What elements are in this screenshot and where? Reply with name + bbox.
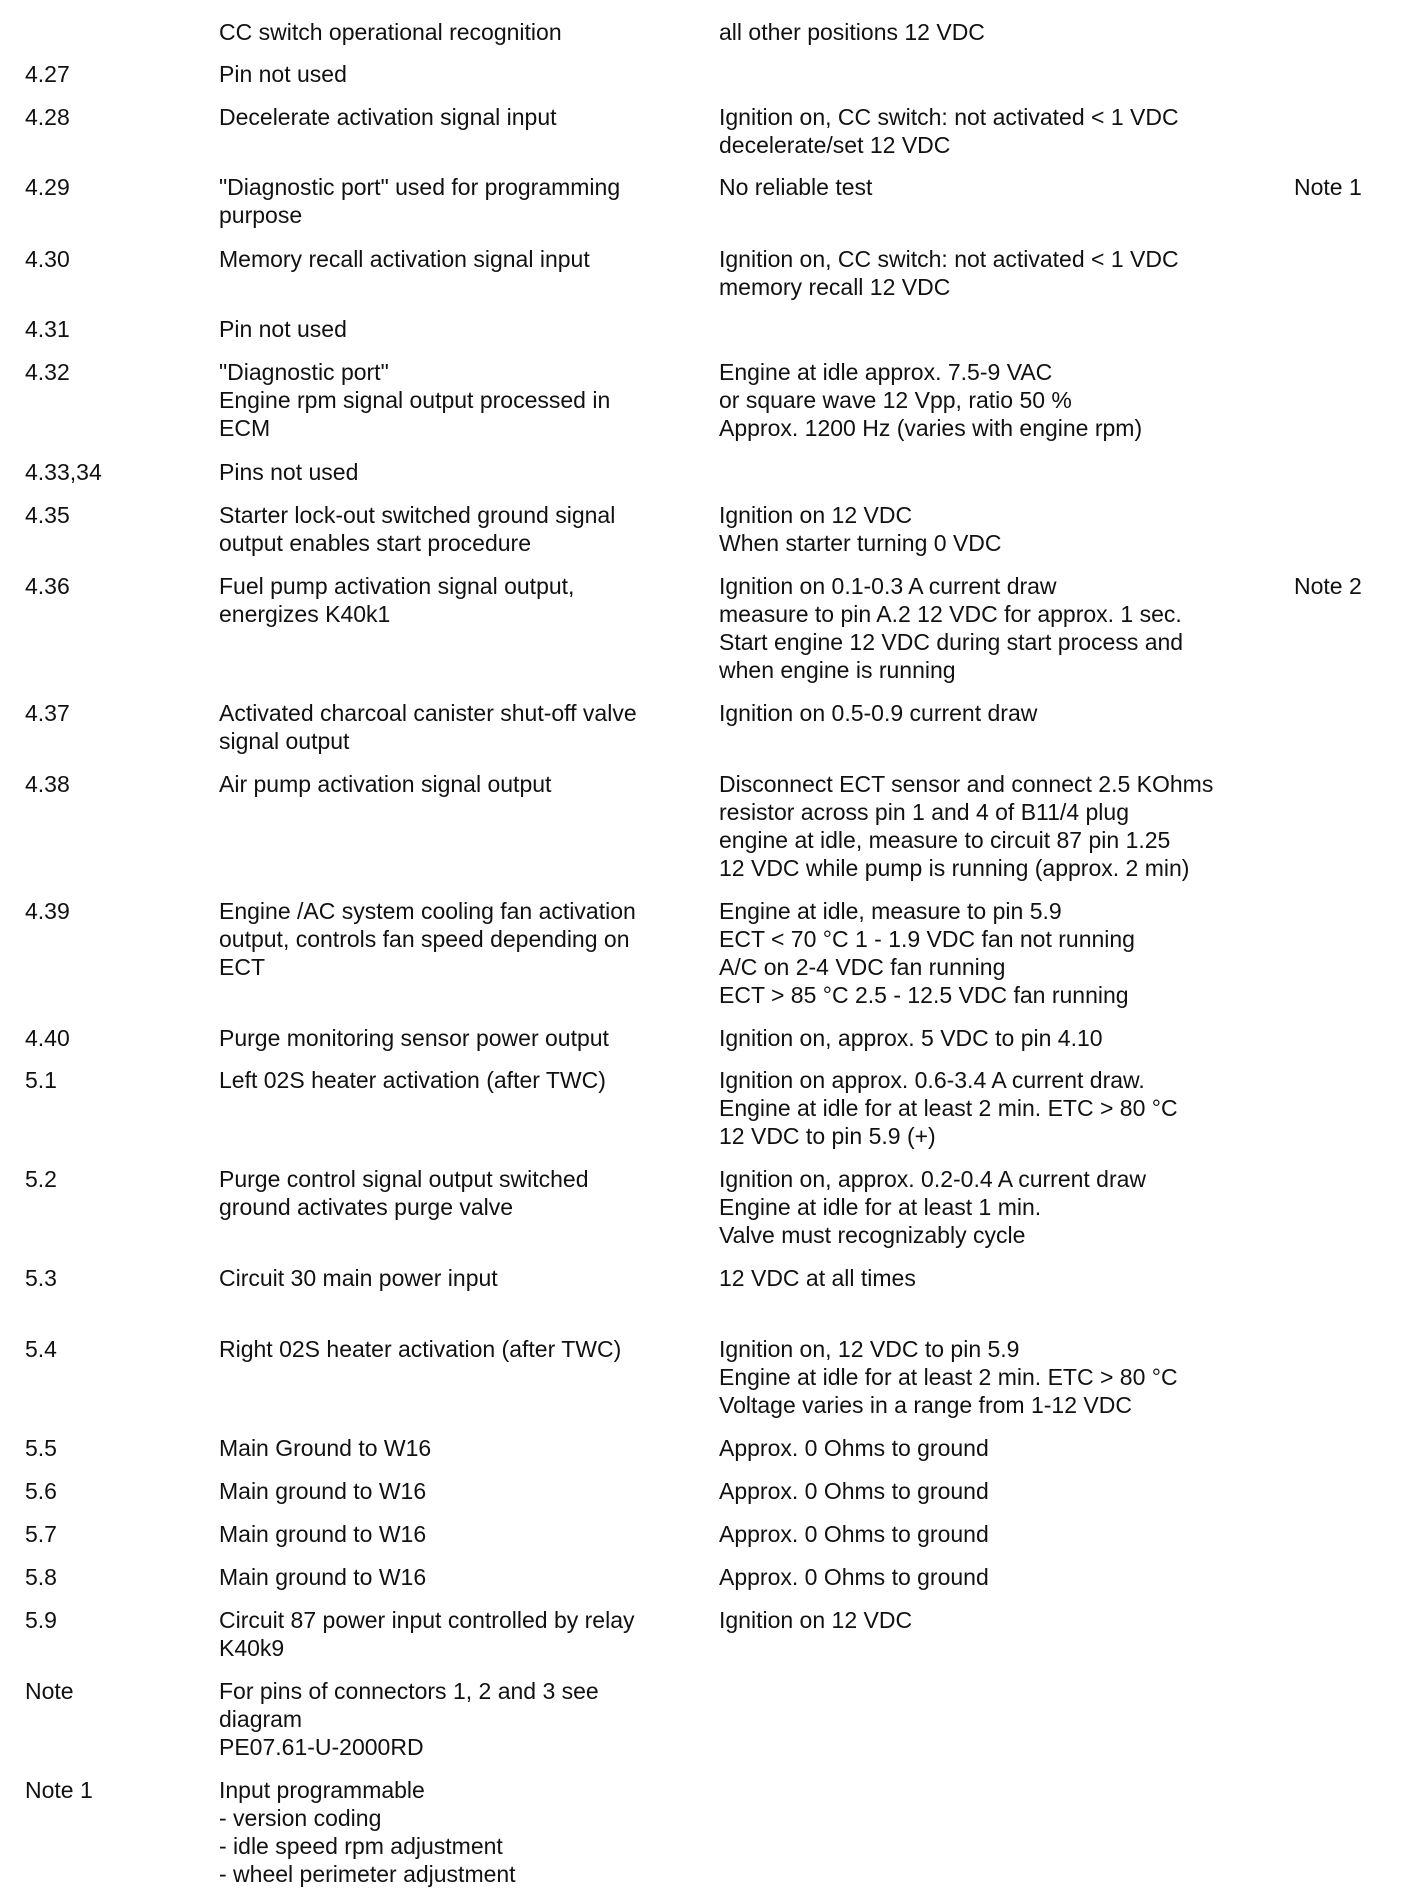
pin-number: 4.29 xyxy=(25,174,70,200)
pin-number: 4.27 xyxy=(25,61,70,87)
table-row xyxy=(25,1776,1395,1891)
table-row xyxy=(25,1520,1395,1563)
test-condition: 12 VDC at all times xyxy=(719,1265,916,1291)
pin-description: Fuel pump activation signal output, energizes K40k1 xyxy=(219,573,575,627)
test-condition: Ignition on, 12 VDC to pin 5.9 Engine at idle for at least 2 min. ETC > 80 °C Voltage varies in a range from 1-12 VDC xyxy=(719,1336,1178,1418)
table-row xyxy=(25,315,1395,358)
note-reference: Note 1 xyxy=(1294,174,1362,200)
table-row xyxy=(25,1434,1395,1477)
test-condition: Approx. 0 Ohms to ground xyxy=(719,1521,989,1547)
pin-description: Main ground to W16 xyxy=(219,1521,427,1547)
table-row xyxy=(25,18,1395,60)
pin-number: 4.31 xyxy=(25,316,70,342)
pin-description: Circuit 87 power input controlled by relay K40k9 xyxy=(219,1607,635,1661)
pin-number: 4.32 xyxy=(25,359,70,385)
pin-number: 5.2 xyxy=(25,1166,57,1192)
pin-description: Pin not used xyxy=(219,61,347,87)
pin-description: Purge control signal output switched ground activates purge valve xyxy=(219,1166,589,1220)
test-condition: Ignition on, approx. 0.2-0.4 A current draw Engine at idle for at least 1 min. Valve must recognizably cycle xyxy=(719,1166,1147,1248)
test-condition: Ignition on, CC switch: not activated < 1 VDC memory recall 12 VDC xyxy=(719,246,1179,300)
pin-description: Memory recall activation signal input xyxy=(219,246,590,272)
pin-number: 5.6 xyxy=(25,1478,57,1504)
test-condition: Engine at idle, measure to pin 5.9 ECT < 70 °C 1 - 1.9 VDC fan not running A/C on 2-4 VDC fan running ECT > 85 °C 2.5 - 12.5 VDC fan running xyxy=(719,898,1135,1008)
pin-description: Pin not used xyxy=(219,316,347,342)
pin-number: 4.40 xyxy=(25,1025,70,1051)
pin-number: 5.8 xyxy=(25,1564,57,1590)
test-condition: Ignition on approx. 0.6-3.4 A current draw. Engine at idle for at least 2 min. ETC > 80 °C 12 VDC to pin 5.9 (+) xyxy=(719,1067,1178,1149)
table-row xyxy=(25,103,1395,173)
table-row xyxy=(25,699,1395,770)
pin-description: Input programmable - version coding - idle speed rpm adjustment - wheel perimeter adjustment xyxy=(219,1777,516,1887)
pin-description: Air pump activation signal output xyxy=(219,771,552,797)
pin-number: 5.1 xyxy=(25,1067,57,1093)
table-row xyxy=(25,501,1395,572)
pin-number: 5.3 xyxy=(25,1265,57,1291)
table-row xyxy=(25,245,1395,315)
test-condition: Ignition on 0.5-0.9 current draw xyxy=(719,700,1038,726)
table-row xyxy=(25,1477,1395,1520)
pin-number: 4.36 xyxy=(25,573,70,599)
pin-description: "Diagnostic port" used for programming purpose xyxy=(219,174,621,228)
table-row xyxy=(25,1335,1395,1434)
pin-description: Activated charcoal canister shut-off valve signal output xyxy=(219,700,637,754)
table-row xyxy=(25,1165,1395,1264)
pin-description: Main ground to W16 xyxy=(219,1478,427,1504)
pin-number: 5.7 xyxy=(25,1521,57,1547)
table-row xyxy=(25,1024,1395,1066)
test-condition: Ignition on, CC switch: not activated < 1 VDC decelerate/set 12 VDC xyxy=(719,104,1179,158)
pin-description: CC switch operational recognition xyxy=(219,19,562,45)
table-row xyxy=(25,1606,1395,1677)
test-condition: Disconnect ECT sensor and connect 2.5 KOhms resistor across pin 1 and 4 of B11/4 plug engine at idle, measure to circuit 87 pin 1.25 12 VDC while pump is running (approx. 2 min) xyxy=(719,771,1214,881)
test-condition: all other positions 12 VDC xyxy=(719,19,985,45)
test-condition: Ignition on 0.1-0.3 A current draw measure to pin A.2 12 VDC for approx. 1 sec. Start engine 12 VDC during start process and when engine is running xyxy=(719,573,1184,683)
test-condition: Engine at idle approx. 7.5-9 VAC or square wave 12 Vpp, ratio 50 % Approx. 1200 Hz (varies with engine rpm) xyxy=(719,359,1143,441)
table-row xyxy=(25,458,1395,501)
pin-number: 4.30 xyxy=(25,246,70,272)
pin-number: 5.4 xyxy=(25,1336,57,1362)
pin-number: 4.33,34 xyxy=(25,459,102,485)
test-condition: Approx. 0 Ohms to ground xyxy=(719,1478,989,1504)
table-row xyxy=(25,1066,1395,1165)
pin-number: 5.5 xyxy=(25,1435,57,1461)
pin-description: For pins of connectors 1, 2 and 3 see diagram PE07.61-U-2000RD xyxy=(219,1678,599,1760)
pin-number: 4.38 xyxy=(25,771,70,797)
pin-description: "Diagnostic port" Engine rpm signal output processed in ECM xyxy=(219,359,611,441)
test-condition: Approx. 0 Ohms to ground xyxy=(719,1564,989,1590)
table-row xyxy=(25,770,1395,897)
table-row xyxy=(25,897,1395,1024)
pin-test-table xyxy=(25,18,1395,1891)
pin-number: 4.39 xyxy=(25,898,70,924)
pin-description: Engine /AC system cooling fan activation output, controls fan speed depending on ECT xyxy=(219,898,636,980)
pin-number: 4.37 xyxy=(25,700,70,726)
pin-number: 4.35 xyxy=(25,502,70,528)
pin-description: Left 02S heater activation (after TWC) xyxy=(219,1067,606,1093)
test-condition: Ignition on, approx. 5 VDC to pin 4.10 xyxy=(719,1025,1103,1051)
pin-number: Note xyxy=(25,1678,74,1704)
pin-description: Circuit 30 main power input xyxy=(219,1265,498,1291)
pin-number: 5.9 xyxy=(25,1607,57,1633)
table-row xyxy=(25,1563,1395,1606)
table-row xyxy=(25,572,1395,699)
note-reference: Note 2 xyxy=(1294,573,1362,599)
table-row xyxy=(25,173,1395,245)
pin-description: Pins not used xyxy=(219,459,359,485)
pin-number: Note 1 xyxy=(25,1777,93,1803)
pin-description: Starter lock-out switched ground signal output enables start procedure xyxy=(219,502,616,556)
pin-description: Main ground to W16 xyxy=(219,1564,427,1590)
test-condition: Ignition on 12 VDC xyxy=(719,1607,913,1633)
test-condition: Approx. 0 Ohms to ground xyxy=(719,1435,989,1461)
table-row xyxy=(25,1264,1395,1335)
table-row xyxy=(25,358,1395,458)
pin-number: 4.28 xyxy=(25,104,70,130)
test-condition: Ignition on 12 VDC When starter turning 0 VDC xyxy=(719,502,1002,556)
pin-description: Right 02S heater activation (after TWC) xyxy=(219,1336,622,1362)
pin-description: Purge monitoring sensor power output xyxy=(219,1025,609,1051)
pin-description: Decelerate activation signal input xyxy=(219,104,557,130)
table-row xyxy=(25,60,1395,103)
table-row xyxy=(25,1677,1395,1776)
test-condition: No reliable test xyxy=(719,174,873,200)
pin-description: Main Ground to W16 xyxy=(219,1435,432,1461)
